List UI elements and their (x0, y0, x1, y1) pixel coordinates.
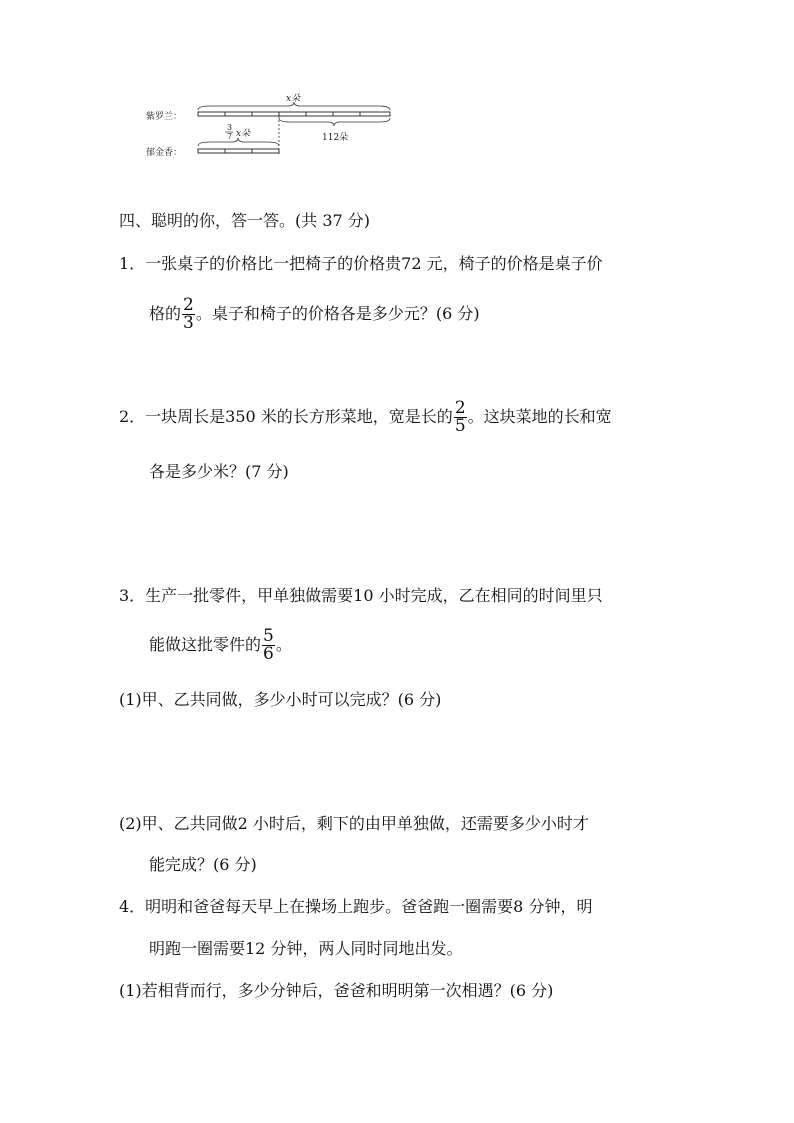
q2-line1-post: 。这块菜地的长和宽 (467, 407, 612, 426)
section-title: 四、聪明的你，答一答。(共 37 分) (119, 211, 371, 230)
q1-line2-post: 。桌子和椅子的价格各是多少元？(6 分) (195, 304, 480, 323)
total-label: x朵 (286, 94, 301, 104)
q3-line1: 3．生产一批零件，甲单独做需要10 小时完成，乙在相同的时间里只 (119, 586, 603, 605)
tulip-bar (198, 149, 279, 153)
tulip-label: 郁金香： (146, 148, 183, 158)
q2-frac-num: 2 (454, 398, 466, 418)
q3-fraction (262, 628, 275, 663)
q3-line2-pre: 能做这批零件的 (149, 635, 262, 654)
q1-line2-pre: 格的 (149, 304, 182, 323)
extra-label: 112朵 (322, 133, 349, 143)
q1-frac-num: 2 (183, 295, 194, 315)
q3-frac-den: 6 (263, 644, 274, 664)
q3-sub2-line1: (2)甲、乙共同做2 小时后，剩下的由甲单独做，还需要多少小时才 (119, 814, 589, 833)
frac-denominator: 7 (227, 132, 233, 141)
q1-frac-den: 3 (183, 313, 194, 333)
frac-var-label: x朵 (236, 129, 251, 139)
tulip-brace (198, 138, 279, 146)
q4-line2: 明跑一圈需要12 分钟，两人同时同地出发。 (149, 939, 463, 958)
extra-brace (279, 118, 390, 126)
violet-bar (198, 112, 390, 116)
q1-line2 (149, 297, 480, 332)
q2-line2: 各是多少米？(7 分) (149, 462, 289, 481)
q1-line1: 1．一张桌子的价格比一把椅子的价格贵72 元，椅子的价格是桌子价 (119, 254, 603, 273)
line-segment-diagram (140, 92, 400, 164)
q3-sub1: (1)甲、乙共同做，多少小时可以完成？(6 分) (119, 690, 442, 709)
q1-fraction (182, 297, 195, 332)
frac-numerator: 3 (227, 123, 233, 132)
q2-frac-den: 5 (454, 416, 466, 436)
violet-label: 紫罗兰： (146, 112, 183, 122)
q3-line2 (149, 628, 292, 663)
q2-line1-pre: 2．一块周长是350 米的长方形菜地，宽是长的 (119, 407, 453, 426)
q4-line1: 4．明明和爸爸每天早上在操场上跑步。爸爸跑一圈需要8 分钟，明 (119, 897, 593, 916)
q3-line2-post: 。 (275, 635, 292, 654)
q3-sub2-line2: 能完成？(6 分) (149, 855, 257, 874)
q4-sub1: (1)若相背而行，多少分钟后，爸爸和明明第一次相遇？(6 分) (119, 981, 554, 1000)
q2-fraction (454, 400, 467, 435)
q3-frac-num: 5 (263, 626, 274, 646)
q2-line1 (119, 400, 612, 435)
